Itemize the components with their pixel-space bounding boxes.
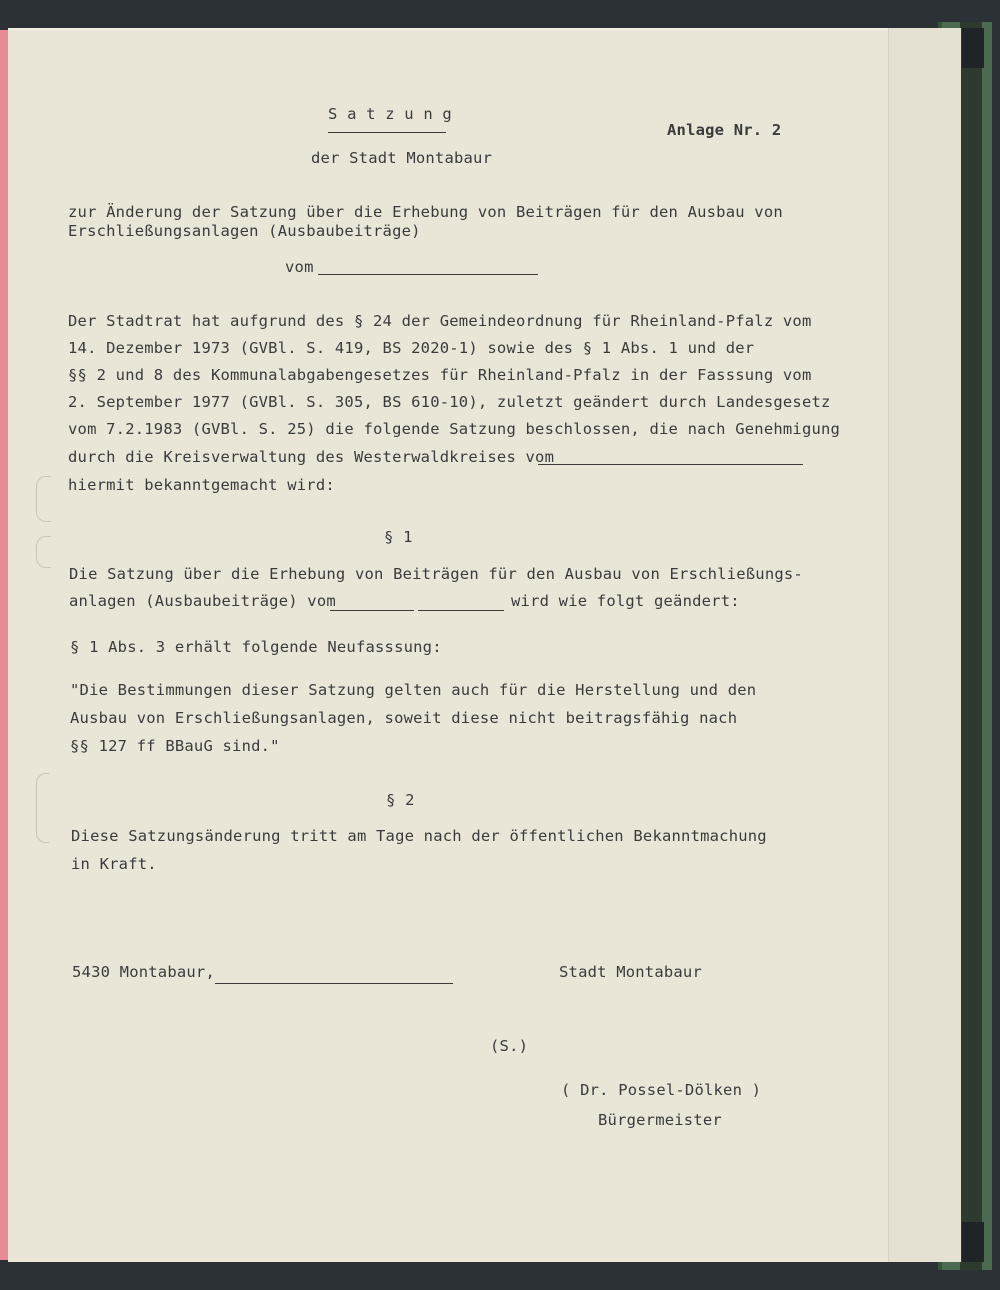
authority: Stadt Montabaur (559, 963, 702, 981)
page-fold (888, 28, 961, 1262)
approval-date-blank-line (538, 464, 803, 465)
preamble-line: §§ 2 und 8 des Kommunalabgabengesetzes für Rheinland-Pfalz in der Fasssung vom (68, 366, 812, 384)
subject-line: zur Änderung der Satzung über die Erhebung von Beiträgen für den Ausbau von (68, 203, 783, 221)
binder-corner-bottom (962, 1222, 984, 1262)
preamble-line: hiermit bekanntgemacht wird: (68, 476, 335, 494)
date-blank-line (330, 610, 414, 611)
document-title: S a t z u n g (328, 105, 452, 123)
signing-date-blank-line (215, 983, 453, 984)
section-2-heading: § 2 (386, 791, 415, 809)
seal-mark: (S.) (490, 1037, 529, 1055)
section-1-line: Die Satzung über die Erhebung von Beiträgen für den Ausbau von Erschließungs- (69, 565, 803, 583)
annex-label: Anlage Nr. 2 (667, 121, 782, 139)
document-page (8, 28, 960, 1262)
date-blank-line (318, 274, 538, 275)
punch-mark (36, 536, 51, 568)
amendment-intro: § 1 Abs. 3 erhält folgende Neufasssung: (70, 638, 442, 656)
preamble-line: 14. Dezember 1973 (GVBl. S. 419, BS 2020-1) sowie des § 1 Abs. 1 und der (68, 339, 755, 357)
section-1-heading: § 1 (384, 528, 413, 546)
dated-label: vom (285, 258, 314, 276)
section-1-line: anlagen (Ausbaubeiträge) vom (69, 592, 336, 610)
punch-mark (36, 476, 51, 522)
place-label: 5430 Montabaur, (72, 963, 215, 981)
preamble-line: vom 7.2.1983 (GVBl. S. 25) die folgende Satzung beschlossen, die nach Genehmigung (68, 420, 841, 438)
issuer: der Stadt Montabaur (311, 149, 493, 167)
signatory-name: ( Dr. Possel-Dölken ) (561, 1081, 762, 1099)
preamble-line: Der Stadtrat hat aufgrund des § 24 der Gemeindeordnung für Rheinland-Pfalz vom (68, 312, 812, 330)
amendment-text-line: Ausbau von Erschließungsanlagen, soweit diese nicht beitragsfähig nach (70, 709, 738, 727)
section-1-line: wird wie folgt geändert: (511, 592, 740, 610)
preamble-line: durch die Kreisverwaltung des Westerwaldkreises vom (68, 448, 555, 466)
binder-corner-top (962, 28, 984, 68)
title-underline (328, 132, 446, 133)
date-blank-line (418, 610, 504, 611)
section-2-line: in Kraft. (71, 855, 157, 873)
section-2-line: Diese Satzungsänderung tritt am Tage nach der öffentlichen Bekanntmachung (71, 827, 767, 845)
signatory-title: Bürgermeister (598, 1111, 722, 1129)
subject-line: Erschließungsanlagen (Ausbaubeiträge) (68, 222, 421, 240)
preamble-line: 2. September 1977 (GVBl. S. 305, BS 610-10), zuletzt geändert durch Landesgesetz (68, 393, 831, 411)
punch-mark (36, 773, 49, 843)
amendment-text-line: "Die Bestimmungen dieser Satzung gelten auch für die Herstellung und den (70, 681, 757, 699)
amendment-text-line: §§ 127 ff BBauG sind." (70, 737, 280, 755)
